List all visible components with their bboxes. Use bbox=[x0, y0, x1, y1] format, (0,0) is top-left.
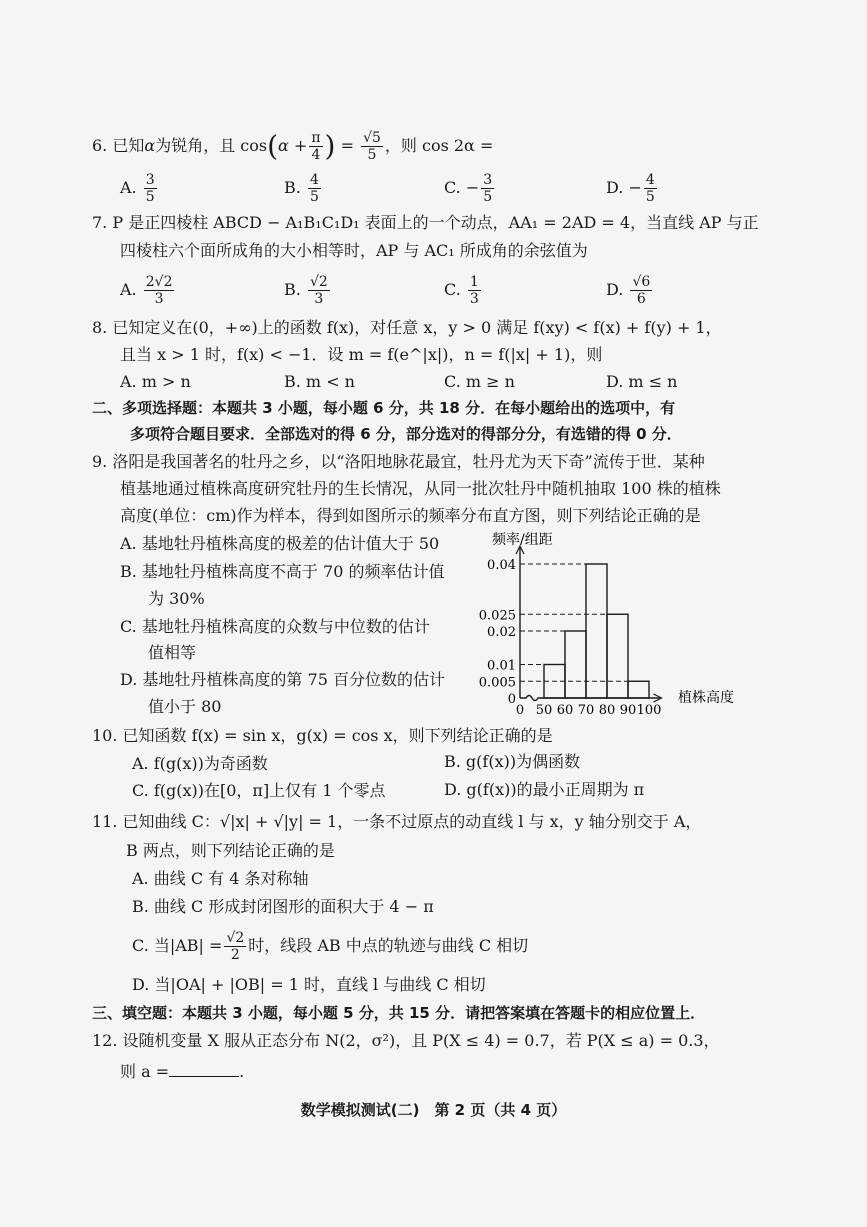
q7-line2: 四棱柱六个面所成角的大小相等时，AP 与 AC₁ 所成角的余弦值为 bbox=[120, 241, 588, 260]
x-tick-label: 100 bbox=[636, 703, 662, 718]
q7-option-d: D. $\frac{√6}{6}$ bbox=[606, 274, 651, 307]
q9-option-c: C. 基地牡丹植株高度的众数与中位数的估计 bbox=[120, 617, 430, 636]
q9-option-b: B. 基地牡丹植株高度不高于 70 的频率估计值 bbox=[120, 562, 445, 581]
q9-option-a: A. 基地牡丹植株高度的极差的估计值大于 50 bbox=[120, 534, 440, 553]
q12-line1: 12. 设随机变量 X 服从正态分布 N(2，σ²)，且 P(X ≤ 4) = 0.7，若 P(X ≤ a) = 0.3， bbox=[92, 1031, 720, 1050]
pi-over-4-fraction: $\frac{\pi}{4}$ bbox=[311, 130, 321, 163]
x-tick-label: 70 bbox=[577, 703, 595, 718]
q8-line1: 8. 已知定义在(0，+∞)上的函数 f(x)，对任意 x，y > 0 满足 f(xy) < f(x) + f(y) + 1， bbox=[92, 318, 722, 337]
q9-option-d-cont: 值小于 80 bbox=[148, 697, 222, 716]
q9-option-d: D. 基地牡丹植株高度的第 75 百分位数的估计 bbox=[120, 670, 445, 689]
q6-option-a: A. $\frac{3}{5}$ bbox=[120, 172, 155, 205]
q7-option-b: B. $\frac{√2}{3}$ bbox=[284, 274, 328, 307]
q7-line1: 7. P 是正四棱柱 ABCD − A₁B₁C₁D₁ 表面上的一个动点，AA₁ = 2AD = 4，当直线 AP 与正 bbox=[92, 213, 759, 232]
q6-number: 6. bbox=[92, 136, 108, 155]
q8-line2: 且当 x > 1 时，f(x) < −1．设 m = f(e^|x|)，n = f(|x| + 1)，则 bbox=[120, 345, 603, 364]
page-footer: 数学模拟测试(二) 第 2 页（共 4 页） bbox=[300, 1101, 567, 1119]
q11-number: 11. bbox=[92, 812, 118, 831]
q9-option-b-cont: 为 30% bbox=[148, 589, 205, 608]
x-axis-title: 植株高度 bbox=[678, 690, 734, 706]
q11-line2: B 两点，则下列结论正确的是 bbox=[126, 841, 335, 860]
y-tick-label: 0.005 bbox=[478, 675, 516, 691]
histogram-bar-90-100 bbox=[628, 681, 649, 698]
section2-heading: 二、多项选择题：本题共 3 小题，每小题 6 分，共 18 分．在每小题给出的选项中，有 bbox=[92, 399, 676, 417]
section2-heading-cont: 多项符合题目要求．全部选对的得 6 分，部分选对的得部分分，有选错的得 0 分． bbox=[130, 425, 682, 443]
q6-option-c: C. − $\frac{3}{5}$ bbox=[444, 172, 493, 205]
histogram-bar-80-90 bbox=[607, 614, 628, 698]
y-axis-title: 频率/组距 bbox=[492, 532, 553, 548]
x-tick-label: 50 bbox=[535, 703, 553, 718]
q10-stem: 10. 已知函数 f(x) = sin x，g(x) = cos x，则下列结论正确的是 bbox=[92, 726, 553, 745]
q10-number: 10. bbox=[92, 726, 118, 745]
q10-option-c: C. f(g(x))在[0，π]上仅有 1 个零点 bbox=[132, 781, 386, 800]
q6-option-b: B. $\frac{4}{5}$ bbox=[284, 172, 319, 205]
q7-number: 7. bbox=[92, 213, 108, 232]
q7-option-c: C. $\frac{1}{3}$ bbox=[444, 274, 479, 307]
x-tick-label: 80 bbox=[598, 703, 616, 718]
q10-option-a: A. f(g(x))为奇函数 bbox=[132, 754, 268, 773]
y-tick-label: 0 bbox=[507, 692, 516, 707]
q10-option-b: B. g(f(x))为偶函数 bbox=[444, 752, 581, 771]
q8-option-c: C. m ≥ n bbox=[444, 372, 515, 391]
q9-line3: 高度(单位：cm)作为样本，得到如图所示的频率分布直方图，则下列结论正确的是 bbox=[120, 506, 701, 525]
y-tick-label: 0.04 bbox=[487, 558, 516, 573]
x-tick-label: 60 bbox=[556, 703, 574, 718]
y-tick-label: 0.02 bbox=[487, 625, 516, 640]
x-tick-label: 90 bbox=[619, 703, 637, 718]
q7-option-a: A. $\frac{2√2}{3}$ bbox=[120, 274, 173, 307]
q11-option-a: A. 曲线 C 有 4 条对称轴 bbox=[132, 869, 309, 888]
q11-line1: 11. 已知曲线 C：√|x| + √|y| = 1，一条不过原点的动直线 l 与 x，y 轴分别交于 A， bbox=[92, 812, 702, 831]
q12-number: 12. bbox=[92, 1031, 118, 1050]
sqrt5-over-5-fraction: $\frac{√5}{5}$ bbox=[363, 130, 381, 163]
histogram-bar-60-70 bbox=[565, 631, 586, 698]
q9-line2: 植基地通过植株高度研究牡丹的生长情况，从同一批次牡丹中随机抽取 100 株的植株 bbox=[120, 479, 721, 498]
q8-option-a: A. m > n bbox=[120, 372, 191, 391]
section3-heading: 三、填空题：本题共 3 小题，每小题 5 分，共 15 分．请把答案填在答题卡的相应位置上． bbox=[92, 1004, 706, 1022]
q8-option-d: D. m ≤ n bbox=[606, 372, 678, 391]
histogram-bar-70-80 bbox=[586, 564, 607, 698]
q11-option-c: C. 当|AB| = $\frac{√2}{2}$ 时，线段 AB 中点的轨迹与曲线 C 相切 bbox=[132, 930, 529, 963]
x-axis bbox=[520, 696, 660, 701]
frequency-histogram bbox=[470, 528, 760, 718]
q6-option-d: D. − $\frac{4}{5}$ bbox=[606, 172, 655, 205]
q11-option-b: B. 曲线 C 形成封闭图形的面积大于 4 − π bbox=[132, 897, 434, 916]
q8-number: 8. bbox=[92, 318, 108, 337]
q11-option-d: D. 当|OA| + |OB| = 1 时，直线 l 与曲线 C 相切 bbox=[132, 975, 486, 994]
y-tick-label: 0.025 bbox=[478, 608, 516, 624]
q9-number: 9. bbox=[92, 452, 108, 471]
q9-line1: 9. 洛阳是我国著名的牡丹之乡，以“洛阳地脉花最宜，牡丹尤为天下奇”流传于世．某种 bbox=[92, 452, 705, 471]
answer-blank[interactable] bbox=[169, 1062, 239, 1077]
q12-line2: 则 a = . bbox=[120, 1062, 245, 1081]
q10-option-d: D. g(f(x))的最小正周期为 π bbox=[444, 780, 645, 799]
q8-option-b: B. m < n bbox=[284, 372, 355, 391]
y-tick-label: 0.01 bbox=[487, 658, 516, 674]
q6-stem: 6. 已知α为锐角，且 cos(α + $\frac{\pi}{4}$ ) = $\frac{√5}{5}$ ，则 cos 2α = bbox=[92, 129, 494, 163]
q9-option-c-cont: 值相等 bbox=[148, 643, 197, 662]
x-tick-label: 0 bbox=[515, 703, 525, 718]
